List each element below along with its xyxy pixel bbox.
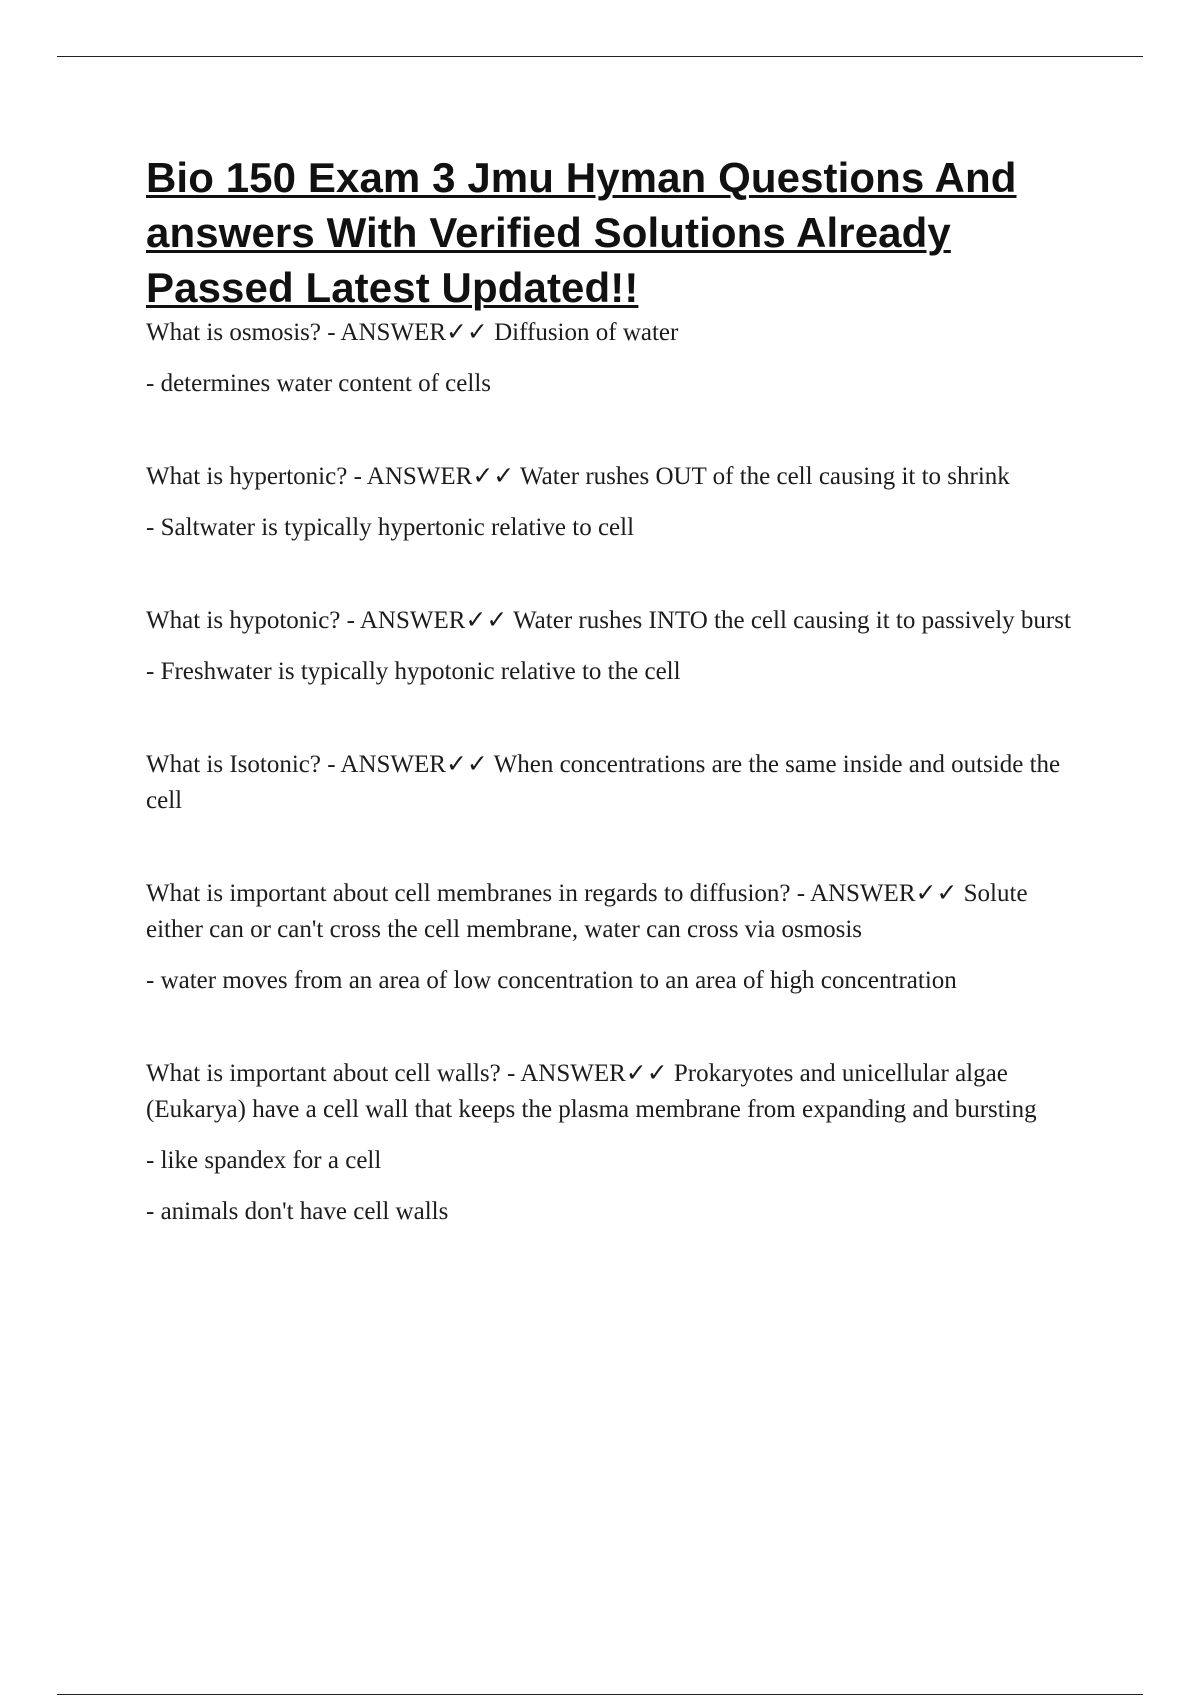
qa-item xyxy=(146,603,1086,690)
qa-item xyxy=(146,459,1086,546)
qa-item xyxy=(146,747,1086,819)
qa-item xyxy=(146,1056,1086,1230)
qa-question-answer: What is osmosis? - ANSWER✓✓ Diffusion of water xyxy=(146,319,679,346)
qa-note: - Saltwater is typically hypertonic relative to cell xyxy=(146,514,635,541)
qa-note: - animals don't have cell walls xyxy=(146,1198,449,1225)
qa-note: - determines water content of cells xyxy=(146,370,491,397)
qa-note: - like spandex for a cell xyxy=(146,1147,382,1174)
document-title: Bio 150 Exam 3 Jmu Hyman Questions And answers With Verified Solutions Already Passed Latest Updated!! xyxy=(146,154,1017,311)
qa-item xyxy=(146,315,1086,402)
document-body xyxy=(146,150,1086,1230)
qa-question-answer: What is Isotonic? - ANSWER✓✓ When concentrations are the same inside and outside the cell xyxy=(146,751,1061,814)
qa-note: - water moves from an area of low concentration to an area of high concentration xyxy=(146,967,957,994)
header-rule xyxy=(57,56,1143,57)
qa-question-answer: What is hypertonic? - ANSWER✓✓ Water rushes OUT of the cell causing it to shrink xyxy=(146,463,1010,490)
qa-question-answer: What is important about cell walls? - ANSWER✓✓ Prokaryotes and unicellular algae (Eukarya) have a cell wall that keeps the plasma membrane from expanding and bursting xyxy=(146,1060,1037,1123)
qa-question-answer: What is important about cell membranes in regards to diffusion? - ANSWER✓✓ Solute either can or can't cross the cell membrane, water can cross via osmosis xyxy=(146,880,1028,943)
qa-note: - Freshwater is typically hypotonic relative to the cell xyxy=(146,658,681,685)
qa-item xyxy=(146,876,1086,999)
footer-rule xyxy=(57,1694,1143,1695)
qa-question-answer: What is hypotonic? - ANSWER✓✓ Water rushes INTO the cell causing it to passively burst xyxy=(146,607,1071,634)
